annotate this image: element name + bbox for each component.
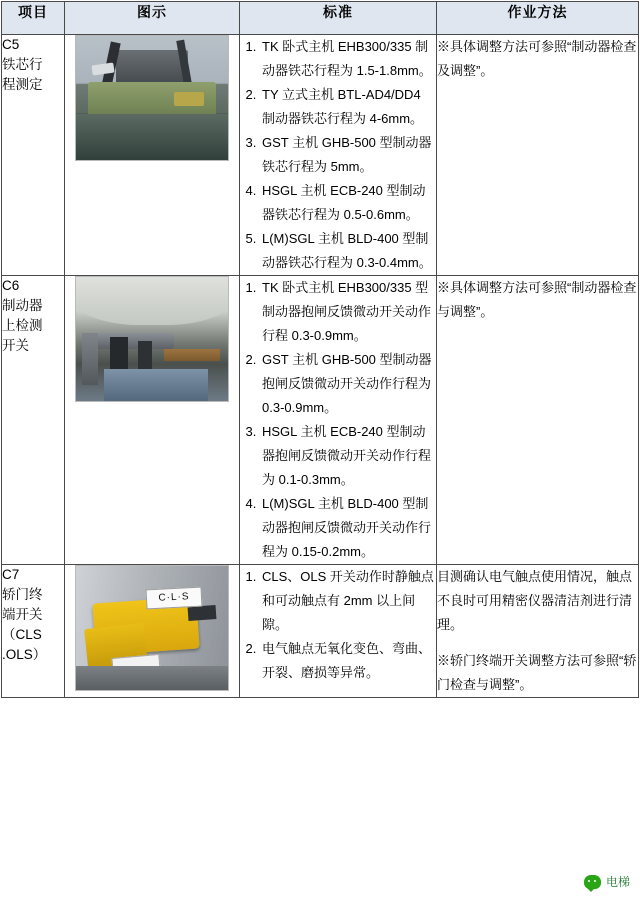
switch-label: C·L·S [146,587,203,610]
item-code-cell [2,565,65,698]
item-line: C5 [2,37,20,52]
item-line: 上检测 [2,318,43,333]
item-code-cell [2,35,65,276]
table-row [2,565,639,698]
method-paragraph: ※具体调整方法可参照“制动器检查与调整”。 [437,280,637,319]
table-row [2,276,639,565]
standard-list-item: 1. TK 卧式主机 EHB300/335 型制动器抱闸反馈微动开关动作行程 0.3-0.9mm。 [260,276,436,348]
standard-list-item: 3. HSGL 主机 ECB-240 型制动器抱闸反馈微动开关动作行程为 0.1-0.3mm。 [260,420,436,492]
standard-list [240,565,436,685]
item-line: 铁芯行 [2,57,43,72]
table-row [2,35,639,276]
item-line: 轿门终 [2,587,43,602]
illustration-cell [65,565,240,698]
item-line: 程测定 [2,77,43,92]
standard-list-item: 4. L(M)SGL 主机 BLD-400 型制动器抱闸反馈微动开关动作行程为 0.15-0.2mm。 [260,492,436,564]
standard-cell [240,276,437,565]
column-header-method: 作业方法 [437,2,639,35]
item-line: 开关 [2,338,29,353]
standard-list-item: 3. GST 主机 GHB-500 型制动器铁芯行程为 5mm。 [260,131,436,179]
illustration-cell [65,276,240,565]
wechat-icon [584,875,601,889]
column-header-illustration: 图示 [65,2,240,35]
item-line: 端开关 [2,607,43,622]
item-line: .OLS） [2,647,47,662]
standard-list-item: 1. CLS、OLS 开关动作时静触点和可动触点有 2mm 以上间隙。 [260,565,436,637]
method-paragraph: ※轿门终端开关调整方法可参照“轿门检查与调整”。 [437,653,637,692]
watermark [584,873,630,890]
illustration-cell [65,35,240,276]
item-line: C6 [2,278,20,293]
item-code-cell [2,276,65,565]
item-line: （CLS [2,627,42,642]
method-cell [437,276,639,565]
standard-list-item: 2. 电气触点无氧化变色、弯曲、开裂、磨损等异常。 [260,637,436,685]
column-header-standard: 标准 [240,2,437,35]
car-door-limit-switch-photo [75,565,229,691]
maintenance-standards-table [1,1,639,698]
standard-cell [240,565,437,698]
standard-list-item: 2. GST 主机 GHB-500 型制动器抱闸反馈微动开关动作行程为 0.3-0.9mm。 [260,348,436,420]
brake-switch-photo [75,276,229,402]
item-line: C7 [2,567,20,582]
standard-list-item: 2. TY 立式主机 BTL-AD4/DD4 制动器铁芯行程为 4-6mm。 [260,83,436,131]
standard-cell [240,35,437,276]
method-paragraph: ※具体调整方法可参照“制动器检查及调整”。 [437,39,637,78]
standard-list [240,35,436,275]
method-cell [437,565,639,698]
watermark-label: 电梯 [605,875,630,889]
method-cell [437,35,639,276]
item-line: 制动器 [2,298,43,313]
standard-list [240,276,436,564]
standard-list-item: 4. HSGL 主机 ECB-240 型制动器铁芯行程为 0.5-0.6mm。 [260,179,436,227]
standard-list-item: 1. TK 卧式主机 EHB300/335 制动器铁芯行程为 1.5-1.8mm。 [260,35,436,83]
method-paragraph: 目测确认电气触点使用情况，触点不良时可用精密仪器清洁剂进行清理。 [437,569,633,632]
table-header-row [2,2,639,35]
standard-list-item: 5. L(M)SGL 主机 BLD-400 型制动器铁芯行程为 0.3-0.4mm。 [260,227,436,275]
brake-core-photo [75,35,229,161]
column-header-item: 项目 [2,2,65,35]
